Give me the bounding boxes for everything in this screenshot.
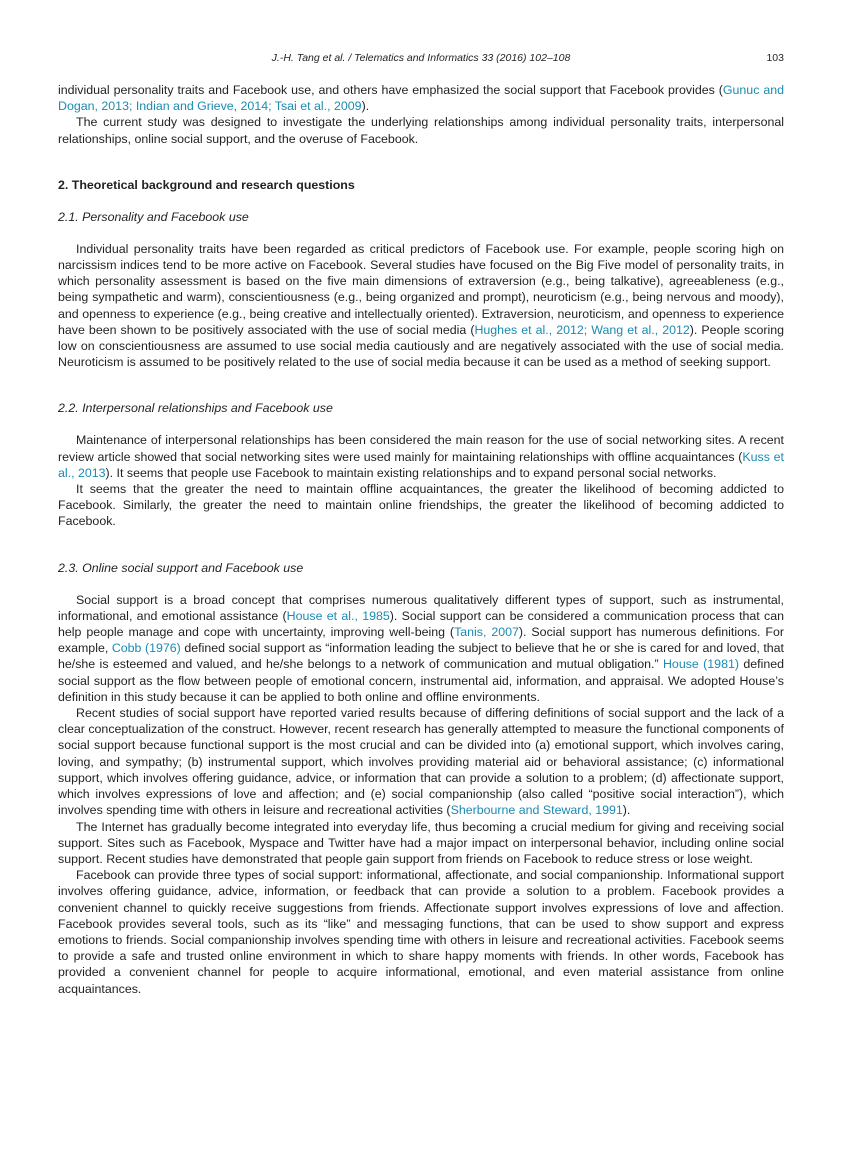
citation-link[interactable]: House et al., 1985 <box>286 608 390 623</box>
citation-link[interactable]: Cobb (1976) <box>111 641 181 656</box>
subsection-heading: 2.1. Personality and Facebook use <box>58 209 249 224</box>
running-header <box>58 52 784 68</box>
citation-link[interactable]: House (1981) <box>662 657 739 672</box>
running-title: J.-H. Tang et al. / Telematics and Informatics 33 (2016) 102–108 <box>271 52 571 64</box>
paragraph: It seems that the greater the need to maintain offline acquaintances, the greater the likelihood of becoming addicted to Facebook. Similarly, the greater the need to maintain online friendships, the greater the likelihood of becoming addicted to Facebook. <box>58 482 784 529</box>
paragraph: The Internet has gradually become integrated into everyday life, thus becoming a crucial medium for giving and receiving social support. Sites such as Facebook, Myspace and Twitter have had a major impact on interpersonal behavior, including online social support. Recent studies have demonstrated that people gain support from friends on Facebook to reduce stress or lose weight. <box>58 819 784 866</box>
citation-link[interactable]: Sherbourne and Steward, 1991 <box>450 803 623 818</box>
paragraph: Maintenance of interpersonal relationships has been considered the main reason for the use of social networking sites. A recent review article showed that social networking sites were used mainly for maintaining relationships with offline acquaintances (Kuss et al., 2013). It seems that people use Facebook to maintain existing relationships and to expand personal social networks. <box>58 433 784 480</box>
citation-link[interactable]: Gunuc and Dogan, 2013; Indian and Grieve, 2014; Tsai et al., 2009 <box>58 83 784 114</box>
subsection-heading: 2.3. Online social support and Facebook use <box>58 560 304 575</box>
paragraph: Social support is a broad concept that comprises numerous qualitatively different types of support, such as instrumental, informational, and emotional assistance (House et al., 1985). Social support can be considered a communication process that can help people manage and cope with uncertainty, improving well-being (Tanis, 2007). Social support has numerous definitions. For example, Cobb (1976) defined social support as “information leading the subject to believe that he or she is cared for and loved, that he/she is esteemed and valued, and he/she belongs to a network of communication and mutual obligation.” House (1981) defined social support as the flow between people of emotional concern, instrumental aid, information, and appraisal. We adopted House’s definition in this study because it can be applied to both online and offline environments. <box>58 592 785 704</box>
paragraph: Recent studies of social support have reported varied results because of differing definitions of social support and the lack of a clear conceptualization of the construct. However, recent research has generally attempted to measure the functional components of social support because functional support is the most crucial and can be divided into (a) emotional support, which involves caring, loving, and sympathy; (b) instrumental support, which involves providing material aid or behavioral assistance; (c) informational support, which involves offering guidance, advice, or information that can provide a solution to a problem; (d) affectionate support, which involves expressions of love and affection; and (e) social companionship (also called “positive social interaction”), which involves spending time with others in leisure and recreational activities (Sherbourne and Steward, 1991). <box>58 706 784 818</box>
page-number: 103 <box>766 52 784 64</box>
citation-link[interactable]: Kuss et al., 2013 <box>58 449 784 480</box>
article-body <box>58 82 784 997</box>
paragraph: Facebook can provide three types of social support: informational, affectionate, and social companionship. Informational support involves offering guidance, advice, information, or feedback that can provide a solution to a problem. Facebook provides a convenient channel to quickly receive suggestions from friends. Affectionate support involves expressions of love and affection. Facebook provides several tools, such as its “like” and messaging functions, that can be used to show support and express emotions to friends. Social companionship involves spending time with others in leisure and recreational activities. Facebook seems to provide a safe and trusted online environment in which to share happy moments with friends. In other words, Facebook has provided a convenient channel for people to acquire informational, emotional, and even material assistance from online acquaintances. <box>58 868 784 996</box>
paragraph: Individual personality traits have been regarded as critical predictors of Facebook use. For example, people scoring high on narcissism indices tend to be more active on Facebook. Several studies have focused on the Big Five model of personality traits, in which personality assessment is based on the five main dimensions of extraversion (e.g., being talkative), agreeableness (e.g., being sympathetic and warm), conscientiousness (e.g., being organized and prompt), neuroticism (e.g., being nervous and moody), and openness to experience (e.g., being creative and intellectually oriented). Extraversion, neuroticism, and openness to experience have been shown to be positively associated with the use of social media (Hughes et al., 2012; Wang et al., 2012). People scoring low on conscientiousness are assumed to use social media cautiously and are negatively associated with the use of social media. Neuroticism is assumed to be positively related to the use of social media because it can be used as a method of seeking support. <box>58 241 784 370</box>
section-heading: 2. Theoretical background and research questions <box>58 177 355 192</box>
citation-link[interactable]: Tanis, 2007 <box>454 625 519 640</box>
intro-paragraph-2: The current study was designed to investigate the underlying relationships among individual personality traits, interpersonal relationships, online social support, and the overuse of Facebook. <box>58 115 784 146</box>
subsection-heading: 2.2. Interpersonal relationships and Facebook use <box>58 401 333 416</box>
citation-link[interactable]: Hughes et al., 2012; Wang et al., 2012 <box>474 322 690 337</box>
intro-paragraph-1: individual personality traits and Facebook use, and others have emphasized the social support that Facebook provides (Gunuc and Dogan, 2013; Indian and Grieve, 2014; Tsai et al., 2009). <box>58 83 784 114</box>
